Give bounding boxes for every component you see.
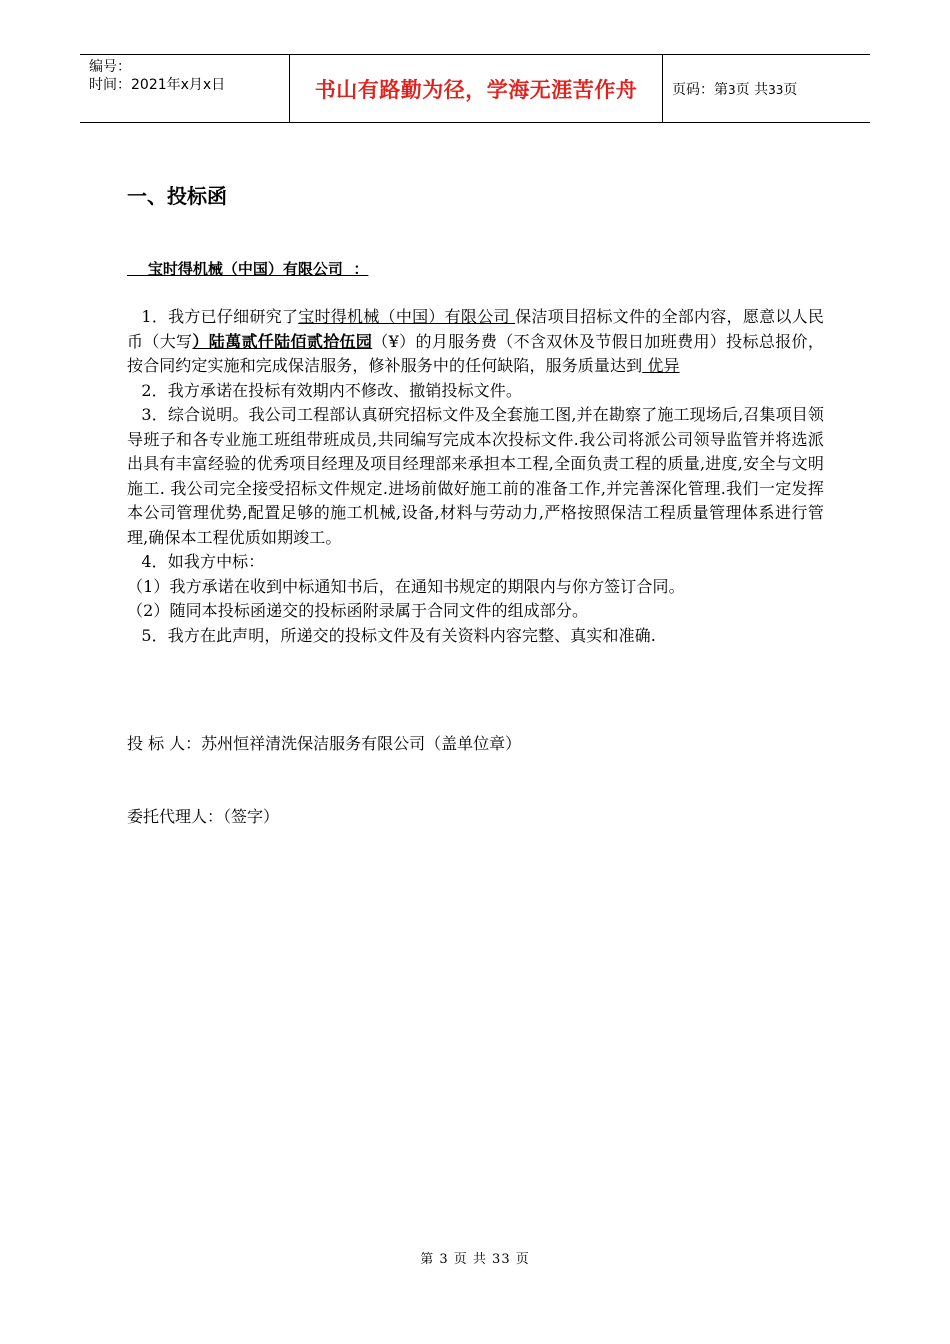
document-date: 时间：2021年x月x日 [89, 77, 226, 93]
paragraph-4-1: （1）我方承诺在收到中标通知书后，在通知书规定的期限内与你方签订合同。 [127, 576, 685, 596]
current-page: 3 [728, 82, 736, 97]
header-meta [80, 55, 290, 123]
letter-body [127, 305, 824, 648]
paragraph-2: 2．我方承诺在投标有效期内不修改、撤销投标文件。 [141, 380, 522, 400]
tenderer-company: 宝时得机械（中国）有限公司 [298, 307, 516, 326]
paragraph-4-2: （2）随同本投标函递交的投标函附录属于合同文件的组成部分。 [127, 601, 589, 620]
bid-amount: ）陆萬贰仟陆佰贰拾伍园 [192, 331, 373, 351]
section-title: 一、投标函 [127, 184, 227, 208]
paragraph-5: 5．我方在此声明，所递交的投标文件及有关资料内容完整、真实和准确. [141, 625, 656, 645]
page-header [80, 54, 870, 123]
paragraph-1: 1．我方已仔细研究了宝时得机械（中国）有限公司 保洁项目招标文件的全部内容，愿意以人民币（大写）陆萬贰仟陆佰贰拾伍园（¥）的月服务费（不含双休及节假日加班费用）投标总报价，按合同约定实施和完成保洁服务，修补服务中的任何缺陷，服务质量达到 优异 [127, 307, 824, 375]
total-pages: 33 [768, 82, 784, 97]
service-quality: 优异 [642, 356, 680, 375]
addressee: 宝时得机械（中国）有限公司 ： [127, 260, 369, 278]
header-motto: 书山有路勤为径，学海无涯苦作舟 [290, 55, 663, 123]
header-page-info: 页码：第3页 共33页 [663, 55, 871, 123]
bidder-signature-line: 投 标 人：苏州恒祥清洗保洁服务有限公司（盖单位章） [127, 734, 522, 753]
paragraph-4: 4．如我方中标： [141, 552, 265, 571]
document-number-label: 编号： [89, 59, 131, 75]
paragraph-3: 3．综合说明。我公司工程部认真研究招标文件及全套施工图,并在勘察了施工现场后,召集项目领导班子和各专业施工班组带班成员,共同编写完成本次投标文件.我公司将派公司领导监管并将选派出具有丰富经验的优秀项目经理及项目经理部来承担本工程,全面负责工程的质量,进度,安全与文明施工. 我公司完全接受招标文件规定.进场前做好施工前的准备工作,并完善深化管理.我们一定发挥本公司管理优势,配置足够的施工机械,设备,材料与劳动力,严格按照保洁工程质量管理体系进行管理,确保本工程优质如期竣工。 [127, 405, 824, 547]
page-footer: 第 3 页 共 33 页 [420, 1252, 530, 1267]
agent-signature-line: 委托代理人：（签字） [127, 807, 280, 826]
